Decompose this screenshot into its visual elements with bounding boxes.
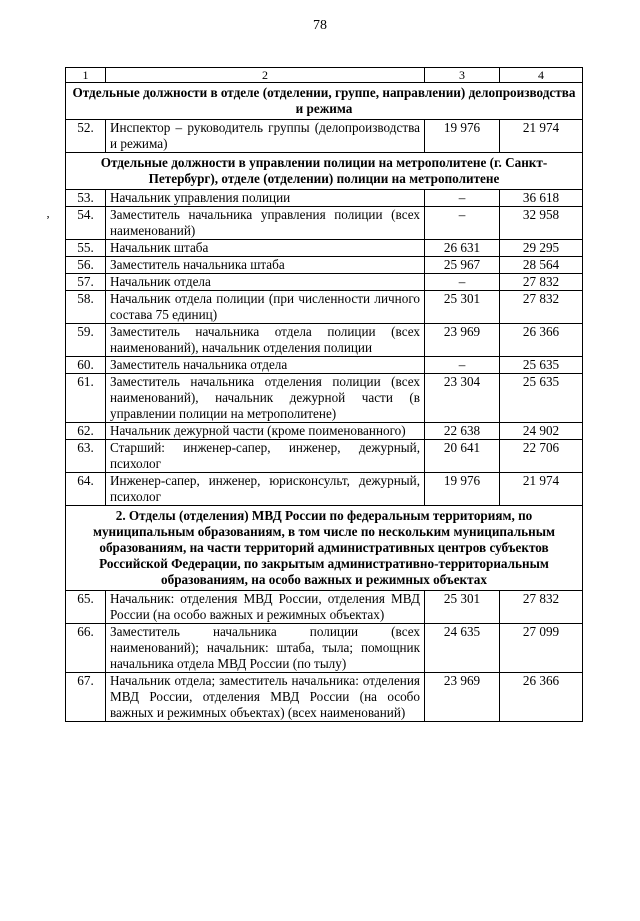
section-title: 2. Отделы (отделения) МВД России по федеральным территориям, по муниципальным образованиям, в том числе по нескольким муниципальным образованиям, на части территорий административных центров субъектов Российской Федерации, по закрытым административно-территориальным образованиям, на особо важных и режимных объектах: [66, 506, 583, 591]
table-row: [66, 274, 583, 291]
row-number: 67.: [66, 673, 106, 722]
salary-col3: 23 969: [425, 324, 500, 357]
table-row: [66, 374, 583, 423]
table-row: [66, 357, 583, 374]
position-name: Заместитель начальника отдела: [106, 357, 425, 374]
row-number: 65.: [66, 591, 106, 624]
salary-col3: 26 631: [425, 240, 500, 257]
position-name: Заместитель начальника штаба: [106, 257, 425, 274]
page-number: 78: [313, 18, 327, 33]
section-title: Отдельные должности в управлении полиции на метрополитене (г. Санкт-Петербург), отделе (отделении) полиции на метрополитене: [66, 153, 583, 190]
salary-col4: 25 635: [500, 357, 583, 374]
salary-col3: –: [425, 357, 500, 374]
salary-col4: 22 706: [500, 440, 583, 473]
salary-col4: 36 618: [500, 190, 583, 207]
salary-col3: 23 969: [425, 673, 500, 722]
header-cell-4: 4: [500, 68, 583, 83]
row-number: 60.: [66, 357, 106, 374]
row-number: 58.: [66, 291, 106, 324]
row-number: 63.: [66, 440, 106, 473]
salary-col4: 21 974: [500, 473, 583, 506]
position-name: Инспектор – руководитель группы (делопроизводства и режима): [106, 120, 425, 153]
table-row: [66, 624, 583, 673]
row-number: 64.: [66, 473, 106, 506]
header-cell-1: 1: [66, 68, 106, 83]
salary-col3: 23 304: [425, 374, 500, 423]
row-number: 59.: [66, 324, 106, 357]
table-row: [66, 207, 583, 240]
row-number: 56.: [66, 257, 106, 274]
position-name: Заместитель начальника отдела полиции (всех наименований), начальник отделения полиции: [106, 324, 425, 357]
row-number: 55.: [66, 240, 106, 257]
salary-col4: 24 902: [500, 423, 583, 440]
salary-table: [65, 67, 583, 722]
salary-col4: 25 635: [500, 374, 583, 423]
position-name: Начальник: отделения МВД России, отделения МВД России (на особо важных и режимных объектах): [106, 591, 425, 624]
position-name: Начальник дежурной части (кроме поименованного): [106, 423, 425, 440]
salary-col4: 32 958: [500, 207, 583, 240]
position-name: Старший: инженер-сапер, инженер, дежурный, психолог: [106, 440, 425, 473]
section-header-row: [66, 506, 583, 591]
table-row: [66, 673, 583, 722]
salary-col3: 24 635: [425, 624, 500, 673]
position-name: Заместитель начальника полиции (всех наименований); начальник: штаба, тыла; помощник начальника отдела МВД России (по тылу): [106, 624, 425, 673]
salary-col3: 20 641: [425, 440, 500, 473]
table-row: [66, 291, 583, 324]
salary-col4: 28 564: [500, 257, 583, 274]
table-row: [66, 473, 583, 506]
table-row: [66, 190, 583, 207]
row-number: 57.: [66, 274, 106, 291]
table-row: [66, 423, 583, 440]
salary-col4: 27 832: [500, 274, 583, 291]
salary-col3: 19 976: [425, 473, 500, 506]
salary-col3: –: [425, 190, 500, 207]
table-row: [66, 591, 583, 624]
section-header-row: [66, 153, 583, 190]
salary-col4: 29 295: [500, 240, 583, 257]
row-number: 54.: [66, 207, 106, 240]
salary-col4: 27 832: [500, 291, 583, 324]
header-cell-2: 2: [106, 68, 425, 83]
position-name: Заместитель начальника отделения полиции (всех наименований), начальник дежурной части (в управлении полиции на метрополитене): [106, 374, 425, 423]
position-name: Начальник управления полиции: [106, 190, 425, 207]
margin-mark: ʼ: [46, 213, 50, 227]
section-title: Отдельные должности в отделе (отделении, группе, направлении) делопроизводства и режима: [66, 83, 583, 120]
salary-col3: 25 301: [425, 591, 500, 624]
salary-col4: 26 366: [500, 324, 583, 357]
row-number: 53.: [66, 190, 106, 207]
table-row: [66, 440, 583, 473]
header-row: [66, 68, 583, 83]
salary-col3: –: [425, 207, 500, 240]
position-name: Начальник отдела полиции (при численности личного состава 75 единиц): [106, 291, 425, 324]
row-number: 66.: [66, 624, 106, 673]
section-header-row: [66, 83, 583, 120]
salary-col3: 25 301: [425, 291, 500, 324]
table-row: [66, 240, 583, 257]
salary-col3: 25 967: [425, 257, 500, 274]
position-name: Инженер-сапер, инженер, юрисконсульт, дежурный, психолог: [106, 473, 425, 506]
position-name: Начальник отдела; заместитель начальника: отделения МВД России, отделения МВД России (на особо важных и режимных объектах) (всех наименований): [106, 673, 425, 722]
row-number: 52.: [66, 120, 106, 153]
salary-col3: 22 638: [425, 423, 500, 440]
table-row: [66, 257, 583, 274]
salary-col4: 27 832: [500, 591, 583, 624]
position-name: Заместитель начальника управления полиции (всех наименований): [106, 207, 425, 240]
salary-col4: 21 974: [500, 120, 583, 153]
salary-col4: 26 366: [500, 673, 583, 722]
header-cell-3: 3: [425, 68, 500, 83]
position-name: Начальник штаба: [106, 240, 425, 257]
salary-col3: 19 976: [425, 120, 500, 153]
table-row: [66, 324, 583, 357]
table-row: [66, 120, 583, 153]
position-name: Начальник отдела: [106, 274, 425, 291]
row-number: 61.: [66, 374, 106, 423]
salary-col3: –: [425, 274, 500, 291]
row-number: 62.: [66, 423, 106, 440]
salary-col4: 27 099: [500, 624, 583, 673]
